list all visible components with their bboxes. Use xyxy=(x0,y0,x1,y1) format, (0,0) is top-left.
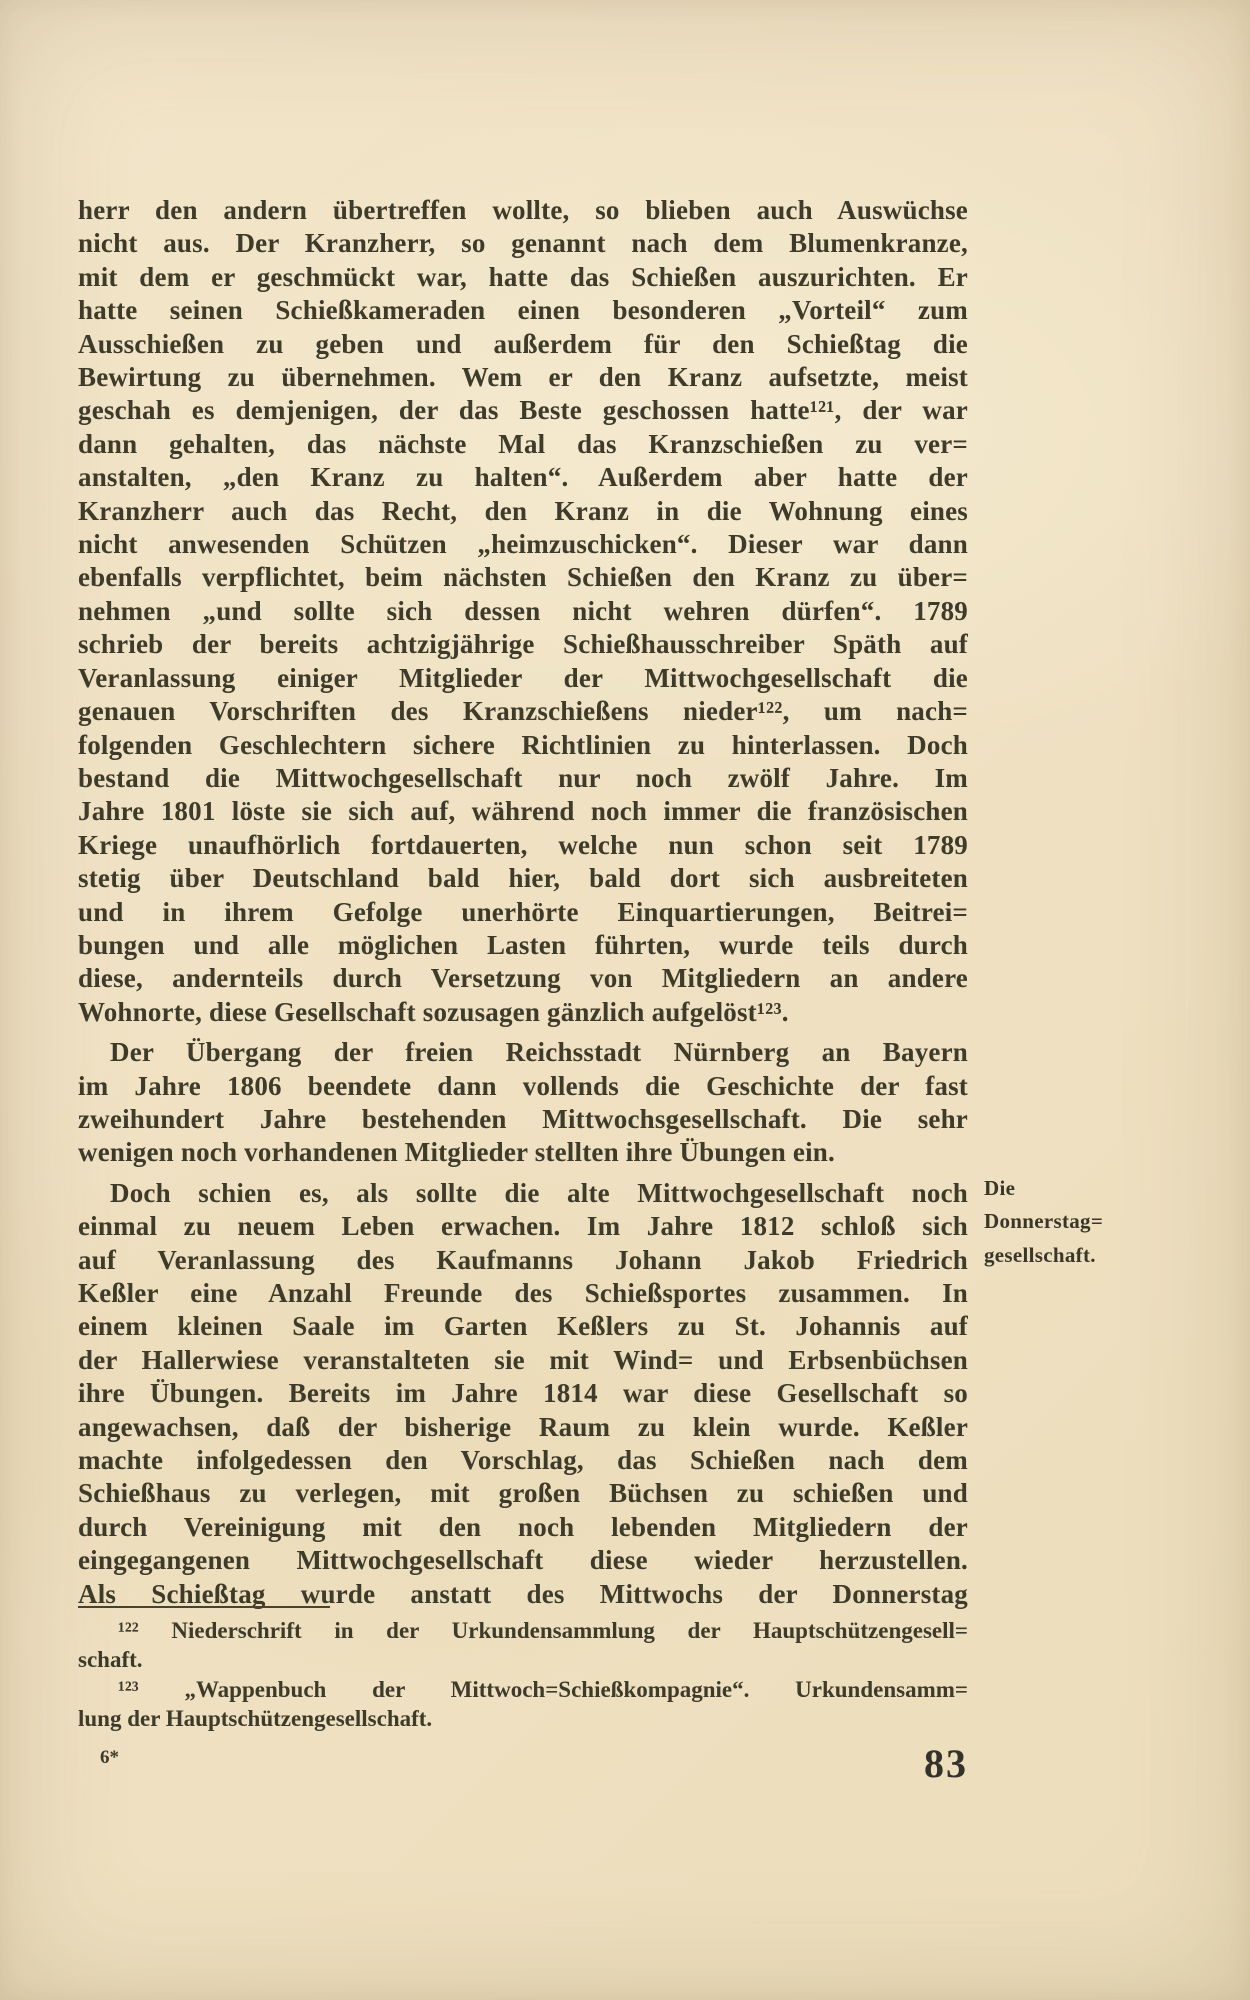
text-line: und in ihrem Gefolge unerhörte Einquartierungen, Beitrei= xyxy=(78,896,968,927)
text-line: Kranzherr auch das Recht, den Kranz in die Wohnung eines xyxy=(78,495,968,526)
text-line: Schießhaus zu verlegen, mit großen Büchsen zu schießen und xyxy=(78,1478,968,1509)
footnote xyxy=(78,1675,968,1733)
text-line: durch Vereinigung mit den noch lebenden Mitgliedern der xyxy=(78,1511,968,1542)
text-line: genauen Vorschriften des Kranzschießens nieder¹²², um nach= xyxy=(78,696,968,727)
margin-note xyxy=(984,1174,1184,1274)
text-line: einmal zu neuem Leben erwachen. Im Jahre 1812 schloß sich xyxy=(78,1211,968,1242)
body-text xyxy=(78,194,968,1611)
text-line: Jahre 1801 löste sie sich auf, während noch immer die französischen xyxy=(78,796,968,827)
text-line: Doch schien es, als sollte die alte Mittwochgesellschaft noch xyxy=(110,1177,968,1208)
text-line: nehmen „und sollte sich dessen nicht wehren dürfen“. 1789 xyxy=(78,595,968,626)
paragraph xyxy=(78,194,968,1029)
footnote xyxy=(78,1616,968,1674)
text-line: Keßler eine Anzahl Freunde des Schießsportes zusammen. In xyxy=(78,1278,968,1308)
text-line: herr den andern übertreffen wollte, so blieben auch Auswüchse xyxy=(78,195,968,225)
text-line: bestand die Mittwochgesellschaft nur noch zwölf Jahre. Im xyxy=(78,762,968,793)
footnote-divider xyxy=(78,1606,330,1608)
paragraph xyxy=(78,1036,968,1170)
text-line: dann gehalten, das nächste Mal das Kranzschießen zu ver= xyxy=(78,428,968,459)
text-line: hatte seinen Schießkameraden einen besonderen „Vorteil“ zum xyxy=(78,295,968,326)
text-line: wenigen noch vorhandenen Mitglieder stellten ihre Übungen ein. xyxy=(78,1137,835,1168)
text-line: diese, andernteils durch Versetzung von Mitgliedern an andere xyxy=(78,963,968,994)
text-line: Ausschießen zu geben und außerdem für den Schießtag die xyxy=(78,328,968,359)
text-line: Bewirtung zu übernehmen. Wem er den Kranz aufsetzte, meist xyxy=(78,362,968,393)
paragraph xyxy=(78,1177,968,1611)
footnote-line: ¹²³ „Wappenbuch der Mittwoch=Schießkompagnie“. Urkundensamm= xyxy=(118,1677,968,1702)
footnote-line: schaft. xyxy=(78,1647,143,1672)
text-line: nicht anwesenden Schützen „heimzuschicken“. Dieser war dann xyxy=(78,529,968,560)
text-line: anstalten, „den Kranz zu halten“. Außerdem aber hatte der xyxy=(78,462,968,493)
text-line: machte infolgedessen den Vorschlag, das Schießen nach dem xyxy=(78,1445,968,1476)
text-line: zweihundert Jahre bestehenden Mittwochsgesellschaft. Die sehr xyxy=(78,1103,968,1134)
text-line: angewachsen, daß der bisherige Raum zu klein wurde. Keßler xyxy=(78,1411,968,1442)
footnote-line: lung der Hauptschützengesellschaft. xyxy=(78,1706,433,1731)
text-line: der Hallerwiese veranstalteten sie mit Wind= und Erbsenbüchsen xyxy=(78,1344,968,1375)
text-line: einem kleinen Saale im Garten Keßlers zu St. Johannis auf xyxy=(78,1311,968,1342)
text-line: schrieb der bereits achtzigjährige Schießhausschreiber Späth auf xyxy=(78,629,968,660)
text-line: eingegangenen Mittwochgesellschaft diese wieder herzustellen. xyxy=(78,1545,968,1576)
margin-note-line: Donnerstag= xyxy=(984,1209,1104,1234)
text-line: Kriege unaufhörlich fortdauerten, welche nun schon seit 1789 xyxy=(78,829,968,860)
text-line: ebenfalls verpflichtet, beim nächsten Schießen den Kranz zu über= xyxy=(78,562,968,593)
text-line: auf Veranlassung des Kaufmanns Johann Jakob Friedrich xyxy=(78,1244,968,1275)
text-line: stetig über Deutschland bald hier, bald dort sich ausbreiteten xyxy=(78,863,968,894)
text-line: bungen und alle möglichen Lasten führten, wurde teils durch xyxy=(78,929,968,960)
page-number: 83 xyxy=(924,1741,968,1786)
text-line: nicht aus. Der Kranzherr, so genannt nach dem Blumenkranze, xyxy=(78,228,968,259)
text-line: ihre Übungen. Bereits im Jahre 1814 war diese Gesellschaft so xyxy=(78,1378,968,1409)
margin-note-line: Die xyxy=(984,1176,1016,1200)
margin-note-line: gesellschaft. xyxy=(984,1242,1096,1267)
text-line: im Jahre 1806 beendete dann vollends die Geschichte der fast xyxy=(78,1070,968,1101)
text-line: geschah es demjenigen, der das Beste geschossen hatte¹²¹, der war xyxy=(78,395,968,426)
text-line: Veranlassung einiger Mitglieder der Mittwochgesellschaft die xyxy=(78,662,968,693)
text-line: Als Schießtag wurde anstatt des Mittwochs der Donnerstag xyxy=(78,1578,968,1609)
footnote-line: ¹²² Niederschrift in der Urkundensammlung der Hauptschützengesell= xyxy=(118,1618,968,1643)
footnotes xyxy=(78,1616,968,1733)
text-line: Der Übergang der freien Reichsstadt Nürnberg an Bayern xyxy=(110,1037,968,1068)
text-line: Wohnorte, diese Gesellschaft sozusagen gänzlich aufgelöst¹²³. xyxy=(78,996,789,1027)
text-line: folgenden Geschlechtern sichere Richtlinien zu hinterlassen. Doch xyxy=(78,729,968,760)
text-line: mit dem er geschmückt war, hatte das Schießen auszurichten. Er xyxy=(78,261,968,292)
signature-mark: 6* xyxy=(100,1747,119,1768)
